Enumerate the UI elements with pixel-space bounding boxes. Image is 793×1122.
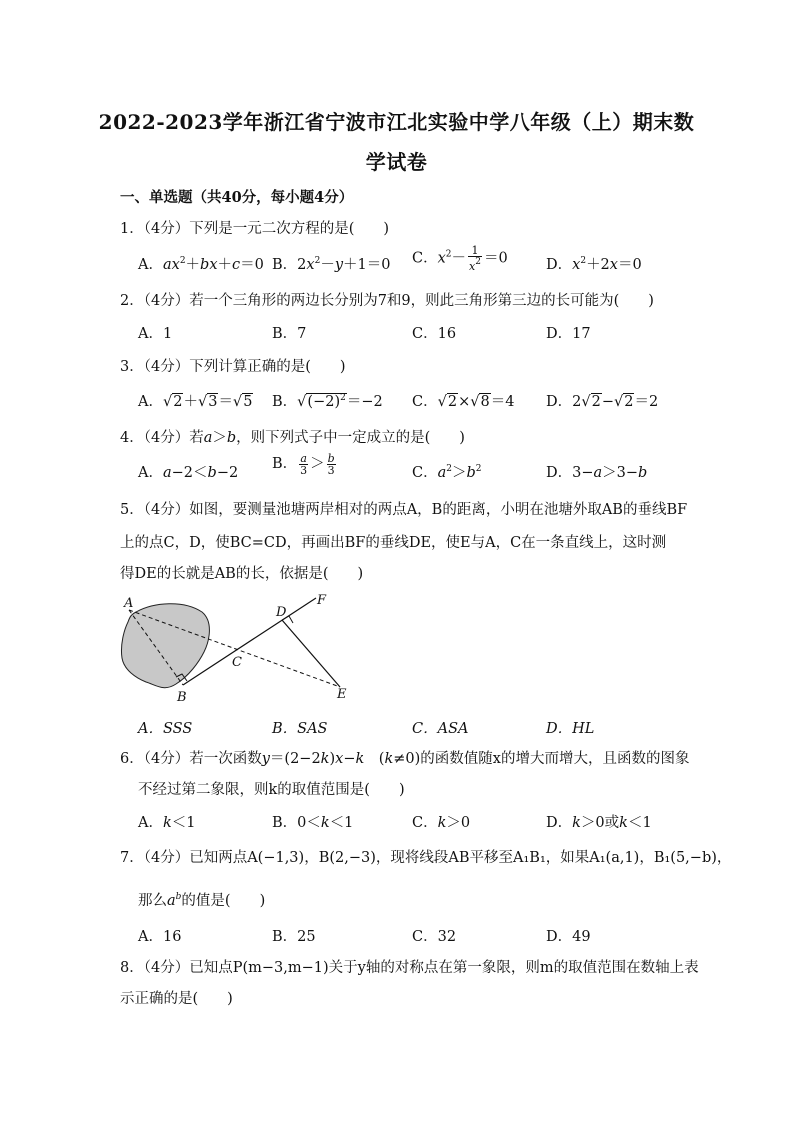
q4-option-c: C．$a^2>b^2$ [412,464,482,481]
q5-line-3: 得DE的长就是AB的长，依据是( ) [120,566,364,582]
q4-option-d: D．3−a＞3−b [546,465,648,481]
title-line-1: 2022-2023学年浙江省宁波市江北实验中学八年级（上）期末数 [98,110,695,134]
q4-stem: 4．（4分）若a＞b，则下列式子中一定成立的是( ) [120,430,465,446]
q1-option-c: C．$x^2-$ $\frac{1}{x^2}$ ＝0 [412,244,508,273]
q5-option-c: C．ASA [412,721,469,737]
q1-stem: 1．（4分）下列是一元二次方程的是( ) [120,221,390,237]
q2-option-b: B．7 [272,326,307,342]
label-a: A [124,596,134,611]
label-d: D [276,605,287,620]
q6-option-b: B．0＜k＜1 [272,815,354,831]
q6-option-c: C．k＞0 [412,815,471,831]
label-c: C [232,655,242,670]
q6-option-a: A．k＜1 [138,815,196,831]
q8-line-1: 8．（4分）已知点P(m−3,m−1)关于y轴的对称点在第一象限，则m的取值范围在数轴上表 [120,960,699,976]
q3-option-c: C．√2×√8＝4 [412,394,515,410]
q3-option-a: A．√2＋√3＝√5 [138,394,253,410]
q7-option-c: C．32 [412,929,457,945]
q7-option-a: A．16 [138,929,182,945]
section-heading: 一、单选题（共40分，每小题4分） [120,189,354,206]
pond-geometry-figure [114,590,354,705]
q4-option-b: B． $\frac{a}{3}$ ＞ $\frac{b}{3}$ [272,451,335,477]
q6-line-2: 不经过第二象限，则k的取值范围是( ) [138,782,405,798]
q1-option-b: B．$2x^2-y+1=0$ [272,256,391,273]
q2-stem: 2．（4分）若一个三角形的两边长分别为7和9，则此三角形第三边的长可能为( ) [120,293,654,309]
q2-option-a: A．1 [138,326,173,342]
q5-line-2: 上的点C，D，使BC=CD，再画出BF的垂线DE，使E与A，C在一条直线上，这时测 [120,535,667,551]
q5-option-b: B．SAS [272,721,328,737]
q3-option-b: B．$√(-2)^2=-2$ [272,393,383,410]
q7-option-b: B．25 [272,929,316,945]
pond-shape [121,604,209,688]
q7-option-d: D．49 [546,929,591,945]
q7-line-2: 那么$a^b$的值是( ) [138,892,266,909]
title-line-2: 学试卷 [365,150,428,174]
q6-option-d: D．k＞0或k＜1 [546,815,652,831]
label-f: F [317,593,327,608]
q3-option-d: D．2√2−√2＝2 [546,394,659,410]
q8-line-2: 示正确的是( ) [120,991,233,1007]
q2-option-c: C．16 [412,326,457,342]
q5-option-a: A．SSS [138,721,193,737]
q4-option-a: A．a−2＜b−2 [138,465,239,481]
line-de [282,620,340,687]
q5-line-1: 5．（4分）如图，要测量池塘两岸相对的两点A，B的距离，小明在池塘外取AB的垂线BF [120,502,688,518]
label-e: E [337,687,347,702]
q6-line-1: 6．（4分）若一次函数y＝(2−2k)x−k (k≠0)的函数值随x的增大而增大，且函数的图象 [120,751,690,767]
label-b: B [177,690,187,705]
q7-line-1: 7．（4分）已知两点A(−1,3)，B(2,−3)，现将线段AB平移至A₁B₁，如果A₁(a,1)，B₁(5,−b)， [120,850,732,866]
q3-stem: 3．（4分）下列计算正确的是( ) [120,359,346,375]
q1-option-a: A．$ax^2+bx+c=0$ [138,256,264,273]
q2-option-d: D．17 [546,326,591,342]
q5-option-d: D．HL [546,721,595,737]
q1-option-d: D．$x^2+2x=0$ [546,256,642,273]
